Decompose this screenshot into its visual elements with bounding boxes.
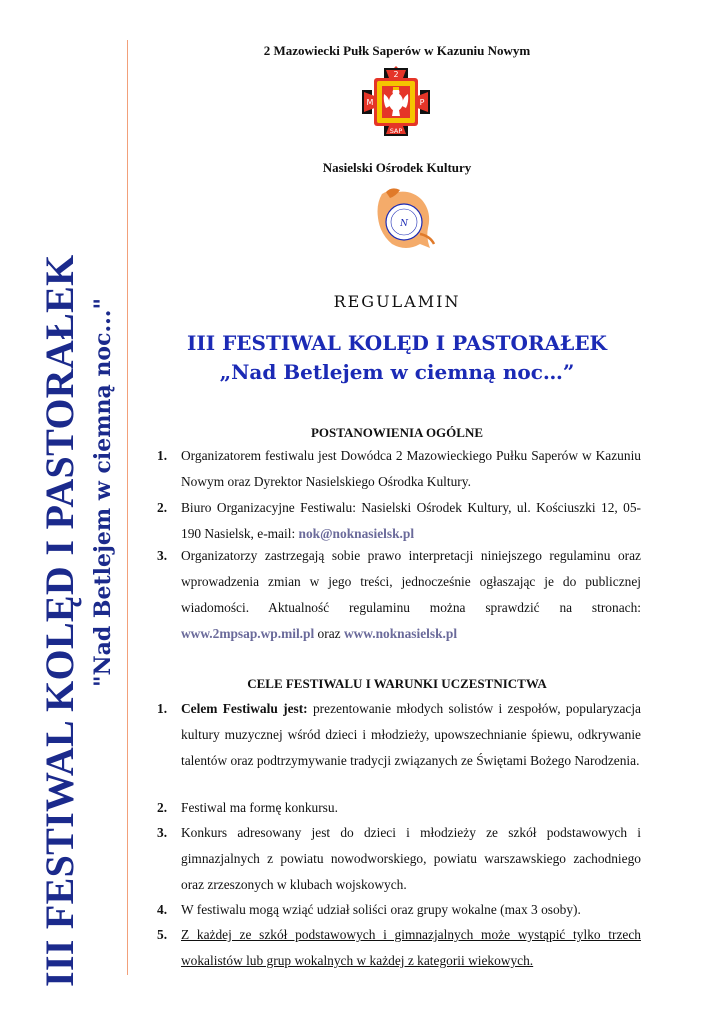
- item-number: 5.: [157, 927, 168, 942]
- list-item: [157, 922, 641, 974]
- org-name-culture-center: Nasielski Ośrodek Kultury: [322, 160, 472, 175]
- item-text: Organizatorem festiwalu jest Dowódca 2 Mazowieckiego Pułku Saperów w Kazuniu Nowym oraz Dyrektor Nasielskiego Ośrodka Kultury.: [181, 448, 641, 489]
- list-item: [157, 543, 641, 647]
- item-number: 2.: [157, 500, 168, 515]
- email-link[interactable]: nok@noknasielsk.pl: [298, 526, 415, 541]
- emblem-letter-p: P: [419, 98, 425, 107]
- item-text: Z każdej ze szkół podstawowych i gimnazjalnych może wystąpić tylko trzech wokalistów lub grup wokalnych w każdej z kategorii wiekowych.: [181, 927, 641, 968]
- item-text: Organizatorzy zastrzegają sobie prawo interpretacji niniejszego regulaminu oraz wprowadzenia zmian w jego treści, jednocześnie ogłaszając je do publicznej wiadomości. Aktualność regulaminu można sprawdzić na stronach:: [181, 548, 641, 615]
- list-item: [157, 795, 641, 821]
- document-title: REGULAMIN: [333, 292, 461, 311]
- list-item: [157, 897, 641, 923]
- margin-rule: [127, 40, 128, 975]
- item-text: Biuro Organizacyjne Festiwalu: Nasielski Ośrodek Kultury, ul. Kościuszki 12, 05-190 Nasielsk, e-mail:: [181, 500, 641, 541]
- item-number: 4.: [157, 902, 168, 917]
- list-item: [157, 696, 641, 774]
- item-text: W festiwalu mogą wziąć udział soliści oraz grupy wokalne (max 3 osoby).: [181, 902, 581, 917]
- side-banner: [37, 254, 116, 987]
- item-number: 3.: [157, 548, 168, 563]
- list-item: [157, 495, 641, 547]
- emblem-number: 2: [393, 70, 399, 79]
- side-title: III FESTIWAL KOLĘD I PASTORAŁEK: [37, 254, 82, 987]
- festival-subtitle: „Nad Betlejem w ciemną noc…”: [219, 360, 575, 384]
- list-item: [157, 820, 641, 898]
- org-name-regiment: 2 Mazowiecki Pułk Saperów w Kazuniu Nowym: [263, 43, 531, 58]
- emblem-letter-m: M: [366, 98, 374, 107]
- festival-title: III FESTIWAL KOLĘD I PASTORAŁEK: [187, 331, 607, 355]
- item-number: 3.: [157, 825, 168, 840]
- section-heading-general: POSTANOWIENIA OGÓLNE: [310, 425, 484, 440]
- item-text: Festiwal ma formę konkursu.: [181, 800, 338, 815]
- item-number: 2.: [157, 800, 168, 815]
- regiment-emblem: [360, 64, 432, 145]
- website-link-nok[interactable]: www.noknasielsk.pl: [343, 626, 458, 641]
- emblem-letters-sap: SAP: [389, 127, 403, 135]
- svg-text:N: N: [400, 219, 408, 229]
- website-link-regiment[interactable]: www.2mpsap.wp.mil.pl: [181, 626, 315, 641]
- nok-logo: [372, 186, 438, 259]
- item-text: Konkurs adresowany jest do dzieci i młodzieży ze szkół podstawowych i gimnazjalnych z powiatu nowodworskiego, powiatu warszawskiego zachodniego oraz zrzeszonych w klubach wojskowych.: [181, 825, 641, 892]
- item-bold-lead: Celem Festiwalu jest:: [181, 701, 308, 716]
- section-heading-goals: CELE FESTIWALU I WARUNKI UCZESTNICTWA: [247, 676, 547, 691]
- item-number: 1.: [157, 701, 168, 716]
- item-text: prezentowanie młodych solistów i zespołów, popularyzacja kultury muzycznej wśród dzieci i młodzieży, upowszechnianie śpiewu, odkrywanie talentów oraz podtrzymywanie tradycji związanych ze Świętami Bożego Narodzenia.: [181, 701, 641, 768]
- side-subtitle: "Nad Betlejem w ciemną noc...": [90, 298, 116, 687]
- item-number: 1.: [157, 448, 168, 463]
- item-text-connector: oraz: [314, 626, 344, 641]
- list-item: [157, 443, 641, 495]
